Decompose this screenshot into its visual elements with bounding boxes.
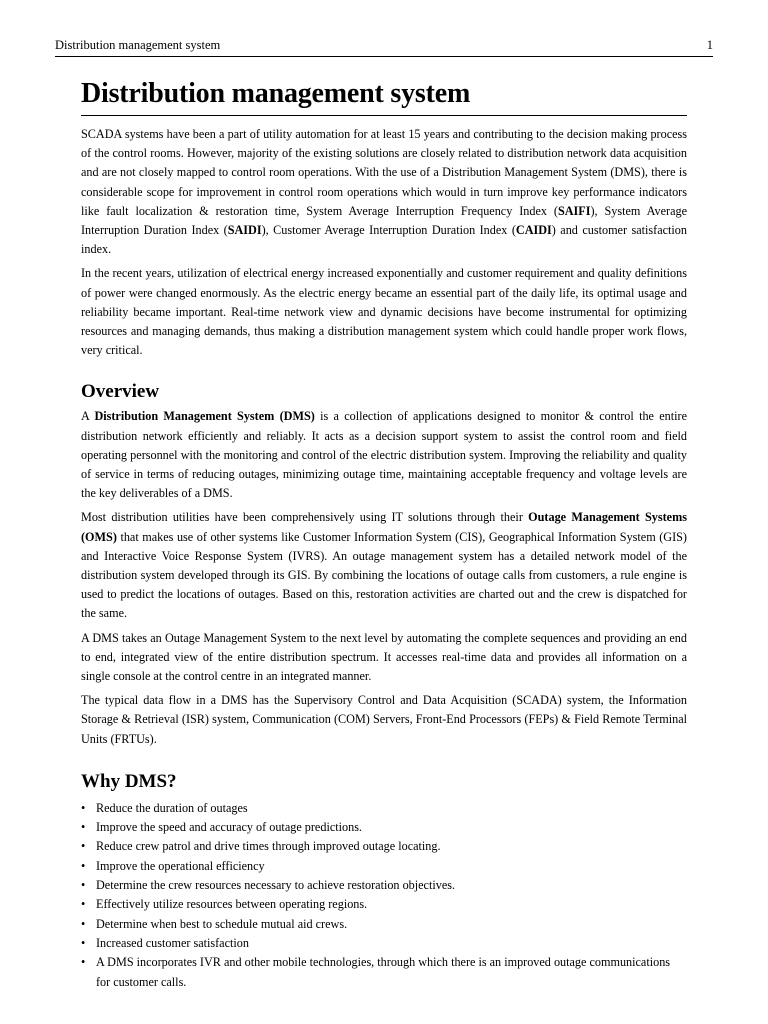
overview-heading: Overview [81, 381, 160, 403]
list-item [81, 915, 687, 934]
list-item-text: Effectively utilize resources between operating regions. [96, 897, 368, 912]
list-item-text: A DMS incorporates IVR and other mobile technologies, through which there is an improved outage communications for customer calls. [96, 955, 671, 989]
list-item [81, 818, 687, 837]
bullet-icon: • [81, 955, 86, 970]
intro-paragraph-1: SCADA systems have been a part of utility automation for at least 15 years and contributing to the decision making process of the control rooms. However, majority of the existing solutions are closely related to distribution network data acquisition and are not closely mapped to control room operations. With the use of a Distribution Management System (DMS), there is considerable scope for improvement in control room operations which would in turn improve key performance indicators like fault localization & restoration time, System Average Interruption Frequency Index (SAIFI), System Average Interruption Duration Index (SAIDI), Customer Average Interruption Duration Index (CAIDI) and customer satisfaction index. [81, 127, 688, 257]
bullet-icon: • [81, 858, 86, 873]
bullet-icon: • [81, 897, 86, 912]
why-dms-heading: Why DMS? [81, 770, 177, 792]
bullet-icon: • [81, 839, 86, 854]
list-item-text: Improve the operational efficiency [96, 858, 265, 873]
list-item [81, 857, 687, 876]
list-item-text: Determine when best to schedule mutual aid crews. [96, 916, 348, 931]
running-header [55, 36, 713, 57]
article-title: Distribution management system [81, 76, 687, 116]
page-number: 1 [706, 38, 713, 52]
list-item [81, 837, 687, 856]
running-header-title: Distribution management system [55, 38, 221, 52]
bullet-icon: • [81, 820, 86, 835]
overview-paragraph-3: A DMS takes an Outage Management System to the next level by automating the complete sequences and providing an end to end, integrated view of the entire distribution spectrum. It accesses real-time data and provides all information on a single console at the control centre in an integrated manner. [81, 630, 687, 684]
overview-paragraph-4: The typical data flow in a DMS has the Supervisory Control and Data Acquisition (SCADA) system, the Information Storage & Retrieval (ISR) system, Communication (COM) Servers, Front-End Processors (FEPs) & Field Remote Terminal Units (FRTUs). [81, 693, 687, 746]
list-item-text: Reduce crew patrol and drive times through improved outage locating. [96, 839, 441, 854]
bullet-icon: • [81, 935, 86, 950]
bullet-icon: • [81, 878, 86, 893]
bullet-icon: • [81, 800, 86, 815]
list-item [81, 876, 687, 895]
list-item-text: Improve the speed and accuracy of outage predictions. [96, 820, 362, 835]
list-item [81, 953, 687, 992]
article-body [81, 76, 687, 992]
overview-paragraph-1: A Distribution Management System (DMS) is a collection of applications designed to monitor & control the entire distribution network efficiently and reliably. It acts as a decision support system to assist the control room and field operating personnel with the monitoring and control of the electric distribution system. Improving the reliability and quality of service in terms of reducing outages, minimizing outage time, maintaining acceptable frequency and voltage levels are the key deliverables of a DMS. [81, 409, 687, 501]
list-item-text: Reduce the duration of outages [96, 800, 248, 815]
overview-paragraph-2: Most distribution utilities have been comprehensively using IT solutions through their Outage Management Systems (OMS) that makes use of other systems like Customer Information System (CIS), Geographical Information System (GIS) and Interactive Voice Response System (IVRS). An outage management system has a detailed network model of the distribution system developed through its GIS. By combining the locations of outage calls from customers, a rule engine is used to predict the locations of outages. Based on this, restoration activities are charted out and the crew is dispatched for the same. [81, 510, 687, 621]
list-item [81, 799, 687, 818]
why-dms-list [81, 799, 687, 992]
list-item-text: Determine the crew resources necessary to achieve restoration objectives. [96, 878, 456, 893]
intro-paragraph-2: In the recent years, utilization of electrical energy increased exponentially and customer requirement and quality definitions of power were changed enormously. As the electric energy became an essential part of the daily life, its optimal usage and reliability became important. Real-time network view and dynamic decisions have become instrumental for optimizing resources and managing demands, thus making a distribution management system which could handle proper work flows, very critical. [81, 266, 687, 358]
list-item-text: Increased customer satisfaction [96, 935, 249, 950]
list-item [81, 934, 687, 953]
bullet-icon: • [81, 916, 86, 931]
list-item [81, 895, 687, 914]
